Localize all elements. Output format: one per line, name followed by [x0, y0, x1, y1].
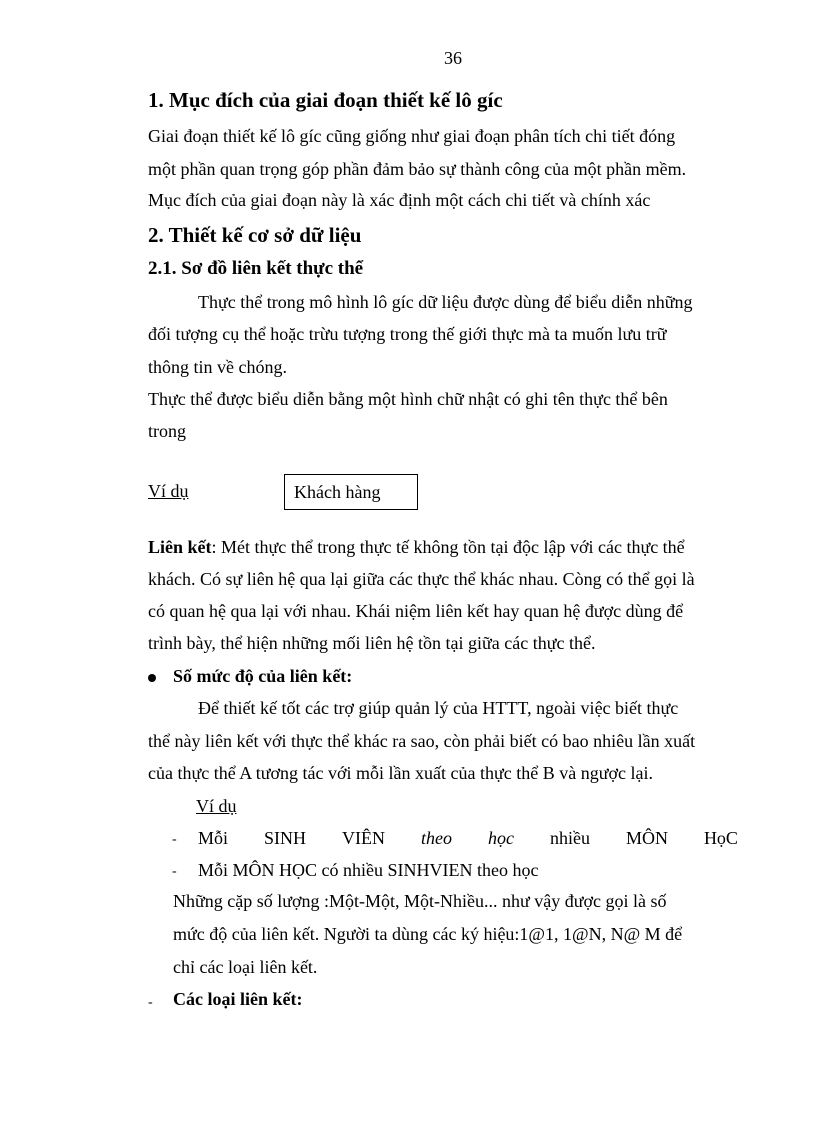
- section1-line: [148, 126, 738, 147]
- text-run: Giai đoạn thiết kế lô gíc cũng giống như giai đoạn phân tích chi tiết đóng: [148, 126, 676, 146]
- word: VIÊN: [342, 828, 385, 848]
- word: HọC: [703, 828, 738, 848]
- section2-subheading: 2.1. Sơ đồ liên kết thực thể: [148, 258, 364, 279]
- degree-line: Những cặp số lượng :Một-Một, Một-Nhiều... như vậy được gọi là số: [173, 891, 667, 911]
- entity-box: [284, 474, 418, 510]
- bullet-icon: [148, 674, 156, 682]
- lienket-line: khách. Có sự liên hệ qua lại giữa các thực thể khác nhau. Còng có thể gọi là: [148, 569, 695, 589]
- lienket-line: có quan hệ qua lại với nhau. Khái niệm liên kết hay quan hệ được dùng để: [148, 601, 684, 621]
- dash-icon: -: [148, 995, 153, 1010]
- word: SINH: [264, 828, 307, 848]
- dash-icon: -: [172, 864, 177, 879]
- word: học: [487, 828, 514, 848]
- lienket-text: : Mét thực thể trong thực tế không tồn tại độc lập với các thực thể: [211, 537, 685, 557]
- para2-line: Thực thể được biểu diễn bằng một hình chữ nhật có ghi tên thực thể bên: [148, 389, 668, 409]
- word: nhiều: [549, 828, 590, 848]
- section1-heading: 1. Mục đích của giai đoạn thiết kế lô gíc: [148, 88, 503, 112]
- section1-line: một phần quan trọng góp phần đảm bảo sự thành công của một phần mềm.: [148, 159, 687, 179]
- para1-line: đối tượng cụ thể hoặc trừu tượng trong thế giới thực mà ta muốn lưu trữ: [148, 324, 667, 344]
- entity-box-label: Khách hàng: [294, 482, 381, 502]
- word: Mỗi: [198, 828, 229, 848]
- dash-icon: -: [172, 832, 177, 847]
- section2-heading: 2. Thiết kế cơ sở dữ liệu: [148, 223, 362, 247]
- page-number: 36: [444, 48, 462, 68]
- para1-line: Thực thể trong mô hình lô gíc dữ liệu được dùng để biểu diễn những: [198, 292, 693, 312]
- lienket-line: trình bày, thể hiện những mối liên hệ tồn tại giữa các thực thể.: [148, 633, 596, 653]
- bullet-para-line: Để thiết kế tốt các trợ giúp quản lý của HTTT, ngoài việc biết thực: [198, 698, 679, 718]
- word: MÔN: [625, 828, 668, 848]
- degree-line: mức độ của liên kết. Người ta dùng các ký hiệu:1@1, 1@N, N@ M để: [173, 924, 683, 944]
- lienket-line: [148, 537, 685, 558]
- types-heading: Các loại liên kết:: [173, 989, 303, 1009]
- example-label: Ví dụ: [148, 481, 189, 501]
- lienket-term: Liên kết: [148, 537, 212, 557]
- example-item-2: Mỗi MÔN HỌC có nhiều SINHVIEN theo học: [198, 860, 539, 880]
- example-item-1: [198, 828, 738, 849]
- para2-line: trong: [148, 421, 186, 441]
- section1-line: Mục đích của giai đoạn này là xác định một cách chi tiết và chính xác: [148, 190, 651, 210]
- para1-line: thông tin về chóng.: [148, 357, 287, 377]
- degree-line: chỉ các loại liên kết.: [173, 957, 318, 977]
- word: theo: [420, 828, 452, 848]
- bullet-heading: Số mức độ của liên kết:: [173, 666, 353, 686]
- bullet-para-line: của thực thể A tương tác với mỗi lần xuất của thực thể B và ngược lại.: [148, 763, 653, 783]
- example-label-2: Ví dụ: [196, 796, 237, 816]
- bullet-para-line: thể này liên kết với thực thể khác ra sao, còn phải biết có bao nhiêu lần xuất: [148, 731, 696, 751]
